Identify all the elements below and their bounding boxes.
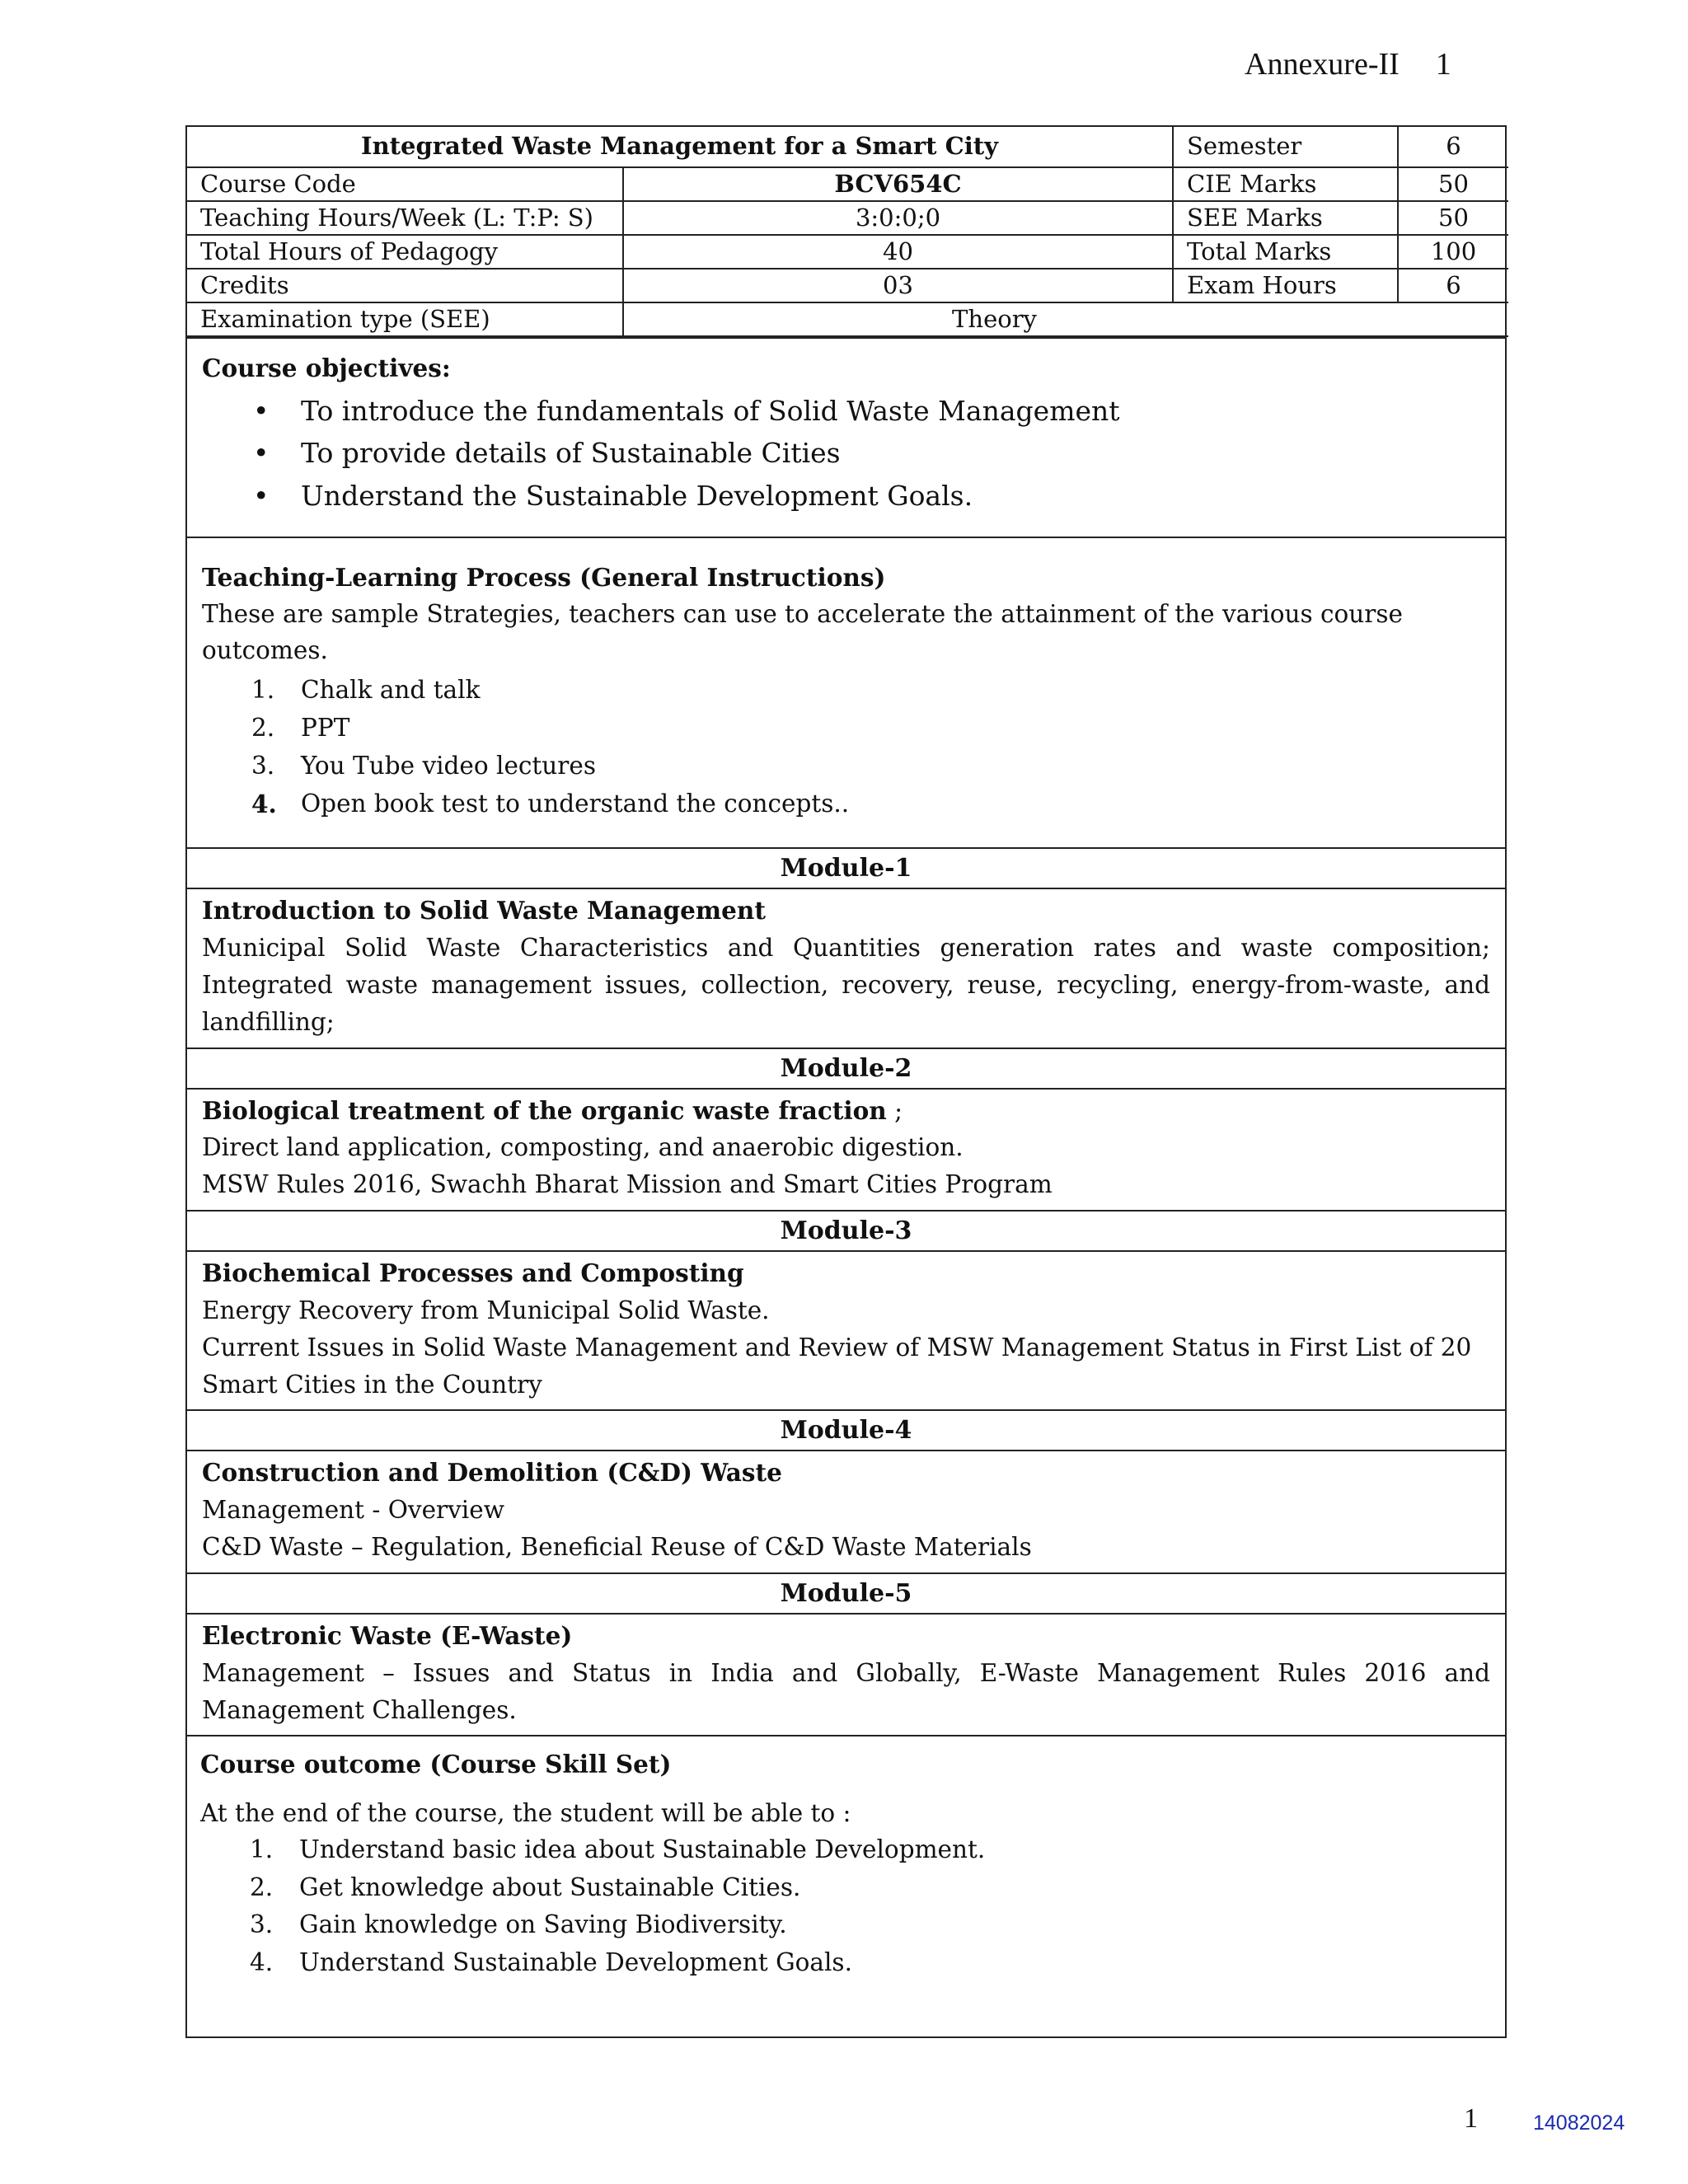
info-row — [187, 235, 1508, 269]
marks-label: Exam Hours — [1173, 269, 1398, 302]
module-text: Management - Overview — [202, 1496, 504, 1525]
module-text: MSW Rules 2016, Swachh Bharat Mission and Smart Cities Program — [202, 1170, 1053, 1199]
item-text: You Tube video lectures — [301, 751, 596, 780]
marks-value: 50 — [1398, 167, 1508, 201]
list-item — [202, 475, 1490, 517]
module-text: Direct land application, composting, and anaerobic digestion. — [202, 1133, 964, 1162]
list-item — [202, 748, 1490, 785]
objective-text: To introduce the fundamentals of Solid Waste Management — [301, 395, 1120, 428]
exam-type-row — [187, 302, 1508, 336]
list-item — [200, 1944, 1492, 1982]
list-item — [200, 1906, 1492, 1944]
info-row — [187, 269, 1508, 302]
course-objectives-section — [187, 337, 1505, 537]
item-number: 3. — [251, 751, 275, 780]
module-title: Biochemical Processes and Composting — [202, 1258, 744, 1288]
info-value: BCV654C — [623, 167, 1173, 201]
outcome-intro: At the end of the course, the student will be able to : — [200, 1798, 851, 1827]
item-number: 1. — [251, 676, 275, 705]
module-content — [187, 1450, 1505, 1572]
module-heading: Module-3 — [187, 1210, 1505, 1250]
info-value: 03 — [623, 269, 1173, 302]
module-title: Biological treatment of the organic waste fraction — [202, 1095, 887, 1125]
bullet-icon: • — [253, 437, 270, 470]
item-number: 3. — [250, 1910, 274, 1939]
item-text: Get knowledge about Sustainable Cities. — [299, 1872, 801, 1901]
marks-value: 6 — [1398, 269, 1508, 302]
info-label: Credits — [187, 269, 623, 302]
module-text: Municipal Solid Waste Characteristics and Quantities generation rates and waste composition; Integrated waste management issues, collection, recovery, reuse, recycling, energy-from-waste, and landfilling; — [202, 934, 1490, 1036]
module-heading: Module-1 — [187, 847, 1505, 888]
module-title: Introduction to Solid Waste Management — [202, 896, 766, 926]
list-item — [202, 672, 1490, 710]
marks-label: Total Marks — [1173, 235, 1398, 269]
objective-text: Understand the Sustainable Development Goals. — [301, 479, 973, 512]
annexure-label: Annexure-II — [1245, 47, 1400, 82]
item-number: 2. — [250, 1872, 274, 1901]
teaching-learning-section — [187, 537, 1505, 848]
item-text: Chalk and talk — [301, 676, 481, 705]
marks-label: SEE Marks — [1173, 201, 1398, 235]
footer-document-code: 14082024 — [1533, 2111, 1625, 2135]
item-number: 4. — [250, 1948, 274, 1977]
course-info-table — [187, 127, 1508, 337]
teaching-intro: These are sample Strategies, teachers can use to accelerate the attainment of the various course outcomes. — [202, 599, 1403, 665]
module-text: Energy Recovery from Municipal Solid Waste. — [202, 1296, 770, 1324]
info-value: 3:0:0;0 — [623, 201, 1173, 235]
marks-value: 100 — [1398, 235, 1508, 269]
header-page-number: 1 — [1435, 47, 1451, 82]
info-label: Total Hours of Pedagogy — [187, 235, 623, 269]
marks-value: 50 — [1398, 201, 1508, 235]
item-text: PPT — [301, 714, 350, 743]
info-label: Teaching Hours/Week (L: T:P: S) — [187, 201, 623, 235]
bullet-icon: • — [253, 479, 270, 512]
item-text: Open book test to understand the concepts.. — [301, 789, 850, 818]
teaching-title: Teaching-Learning Process (General Instructions) — [202, 562, 886, 592]
module-content — [187, 1088, 1505, 1210]
objective-text: To provide details of Sustainable Cities — [301, 437, 841, 470]
course-title: Integrated Waste Management for a Smart City — [187, 127, 1173, 167]
exam-type-label: Examination type (SEE) — [187, 302, 623, 336]
item-text: Understand Sustainable Development Goals. — [299, 1948, 852, 1977]
list-item — [202, 785, 1490, 823]
module-text: Management – Issues and Status in India and Globally, E-Waste Management Rules 2016 and Management Challenges. — [202, 1658, 1490, 1724]
course-outcome-section — [187, 1735, 1505, 2036]
module-content — [187, 888, 1505, 1047]
info-value: 40 — [623, 235, 1173, 269]
item-text: Understand basic idea about Sustainable Development. — [299, 1835, 986, 1863]
info-label: Course Code — [187, 167, 623, 201]
item-number: 2. — [251, 714, 275, 743]
semester-value: 6 — [1398, 127, 1508, 167]
module-title: Electronic Waste (E-Waste) — [202, 1620, 573, 1650]
objectives-title: Course objectives: — [202, 354, 451, 382]
bullet-icon: • — [253, 395, 270, 428]
list-item — [202, 710, 1490, 748]
module-heading: Module-2 — [187, 1047, 1505, 1088]
exam-type-value: Theory — [623, 302, 1508, 336]
item-text: Gain knowledge on Saving Biodiversity. — [299, 1910, 787, 1939]
info-row — [187, 167, 1508, 201]
annexure-header — [1245, 46, 1451, 82]
objectives-list — [202, 390, 1490, 516]
module-content — [187, 1250, 1505, 1409]
module-heading: Module-5 — [187, 1572, 1505, 1613]
outcome-title: Course outcome (Course Skill Set) — [200, 1750, 672, 1779]
outcome-list — [200, 1831, 1492, 1982]
semester-label: Semester — [1173, 127, 1398, 167]
syllabus-sheet — [185, 125, 1507, 2038]
teaching-list — [202, 672, 1490, 823]
marks-label: CIE Marks — [1173, 167, 1398, 201]
list-item — [202, 432, 1490, 474]
course-title-row — [187, 127, 1508, 167]
list-item — [200, 1831, 1492, 1869]
module-heading: Module-4 — [187, 1409, 1505, 1450]
module-title: Construction and Demolition (C&D) Waste — [202, 1458, 782, 1488]
list-item — [202, 390, 1490, 432]
info-row — [187, 201, 1508, 235]
module-title-suffix: ; — [886, 1096, 903, 1125]
item-number: 1. — [250, 1835, 274, 1863]
module-content — [187, 1613, 1505, 1735]
list-item — [200, 1869, 1492, 1907]
module-text: C&D Waste – Regulation, Beneficial Reuse of C&D Waste Materials — [202, 1533, 1032, 1562]
item-number: 4. — [251, 789, 277, 818]
module-text: Current Issues in Solid Waste Management and Review of MSW Management Status in First List of 20 Smart Cities in the Country — [202, 1333, 1472, 1399]
footer-page-number: 1 — [1464, 2103, 1478, 2134]
